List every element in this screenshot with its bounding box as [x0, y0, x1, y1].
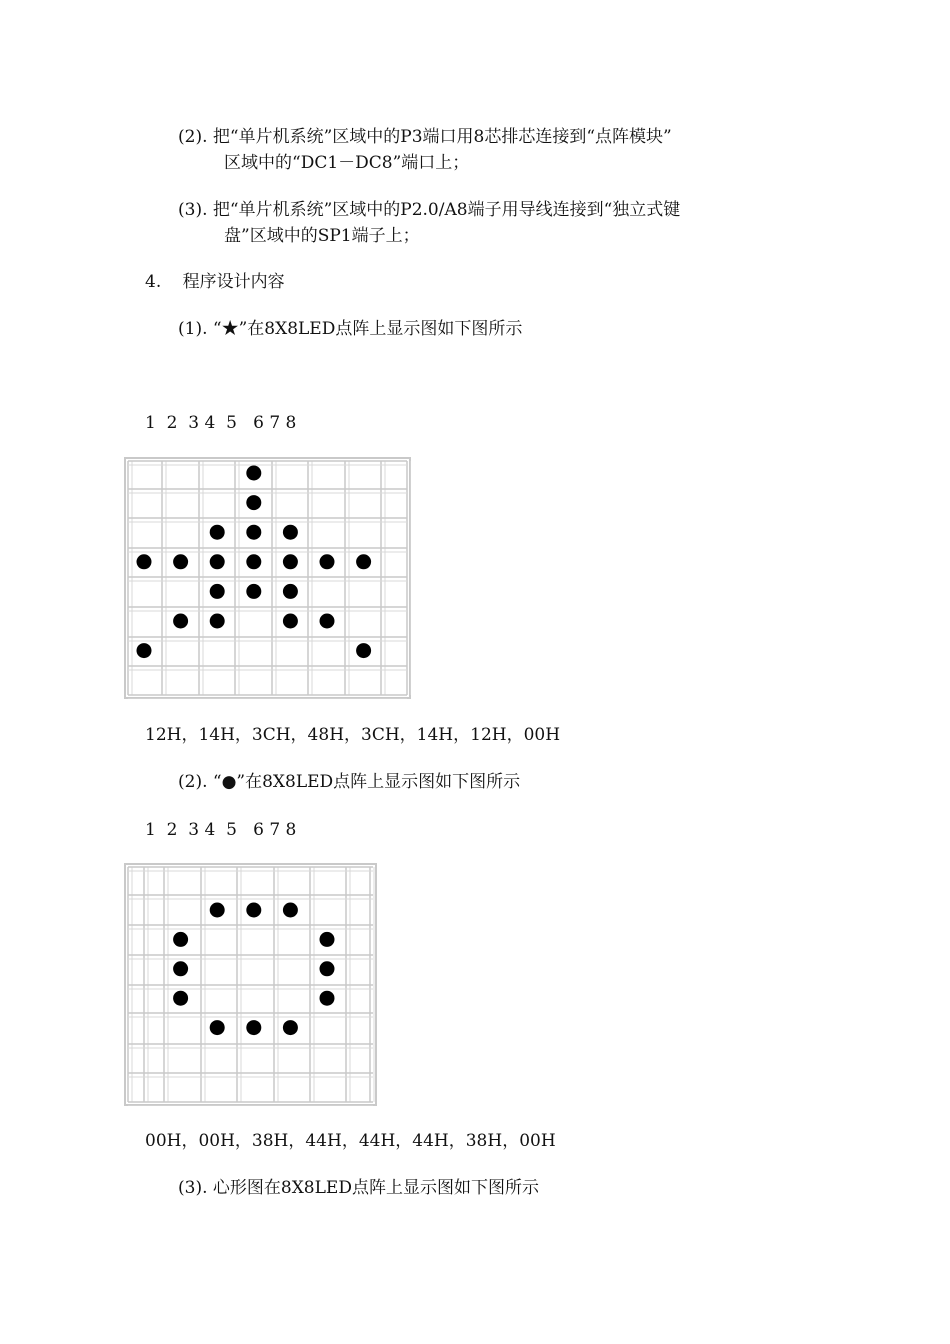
- led-dot-on: [283, 903, 298, 918]
- led-dot-on: [283, 525, 298, 540]
- item-1-label: (1). “★”在8X8LED点阵上显示图如下图所示: [178, 319, 523, 339]
- led-dot-on: [246, 495, 261, 510]
- step-2-line-1: (2). 把“单片机系统”区域中的P3端口用8芯排芯连接到“点阵模块”: [178, 127, 672, 147]
- item-1-codes: 12H，14H，3CH，48H，3CH，14H，12H，00H: [145, 725, 561, 745]
- led-dot-on: [173, 932, 188, 947]
- led-dot-on: [356, 643, 371, 658]
- item-3-label: (3). 心形图在8X8LED点阵上显示图如下图所示: [178, 1178, 539, 1198]
- step-3-line-1: (3). 把“单片机系统”区域中的P2.0/A8端子用导线连接到“独立式键: [178, 200, 681, 220]
- led-dot-on: [173, 991, 188, 1006]
- grid-1-column-numbers: 1 2 3 4 5 6 7 8: [145, 413, 297, 433]
- led-dot-on: [320, 932, 335, 947]
- led-dot-on: [356, 554, 371, 569]
- led-dot-on: [173, 961, 188, 976]
- led-dot-on: [283, 1020, 298, 1035]
- led-dot-on: [137, 643, 152, 658]
- led-dot-on: [246, 525, 261, 540]
- section-number: 4.: [145, 272, 162, 292]
- led-dot-on: [246, 903, 261, 918]
- led-dot-on: [283, 614, 298, 629]
- grid-2-column-numbers: 1 2 3 4 5 6 7 8: [145, 820, 297, 840]
- led-dot-on: [320, 961, 335, 976]
- led-dot-on: [173, 614, 188, 629]
- led-dot-on: [210, 903, 225, 918]
- step-2-line-2: 区域中的“DC1－DC8”端口上；: [224, 153, 470, 173]
- item-2-label: (2). “●”在8X8LED点阵上显示图如下图所示: [178, 772, 521, 792]
- step-3-line-2: 盘”区域中的SP1端子上；: [224, 226, 420, 246]
- led-dot-on: [210, 554, 225, 569]
- led-dot-on: [210, 584, 225, 599]
- item-2-codes: 00H，00H，38H，44H，44H，44H，38H，00H: [145, 1131, 556, 1151]
- section-heading: [145, 271, 285, 293]
- led-dot-on: [210, 1020, 225, 1035]
- led-dot-on: [283, 584, 298, 599]
- section-title: 程序设计内容: [182, 272, 285, 292]
- led-dot-on: [246, 1020, 261, 1035]
- led-dot-on: [246, 554, 261, 569]
- led-dot-on: [246, 466, 261, 481]
- star-led-matrix: [124, 457, 411, 699]
- led-dot-on: [137, 554, 152, 569]
- led-dot-on: [320, 991, 335, 1006]
- circle-led-matrix: [124, 863, 377, 1106]
- led-dot-on: [210, 525, 225, 540]
- led-dot-on: [210, 614, 225, 629]
- led-dot-on: [320, 554, 335, 569]
- led-dot-on: [246, 584, 261, 599]
- led-dot-on: [320, 614, 335, 629]
- grid-frame: [125, 458, 410, 698]
- led-dot-on: [173, 554, 188, 569]
- led-dot-on: [283, 554, 298, 569]
